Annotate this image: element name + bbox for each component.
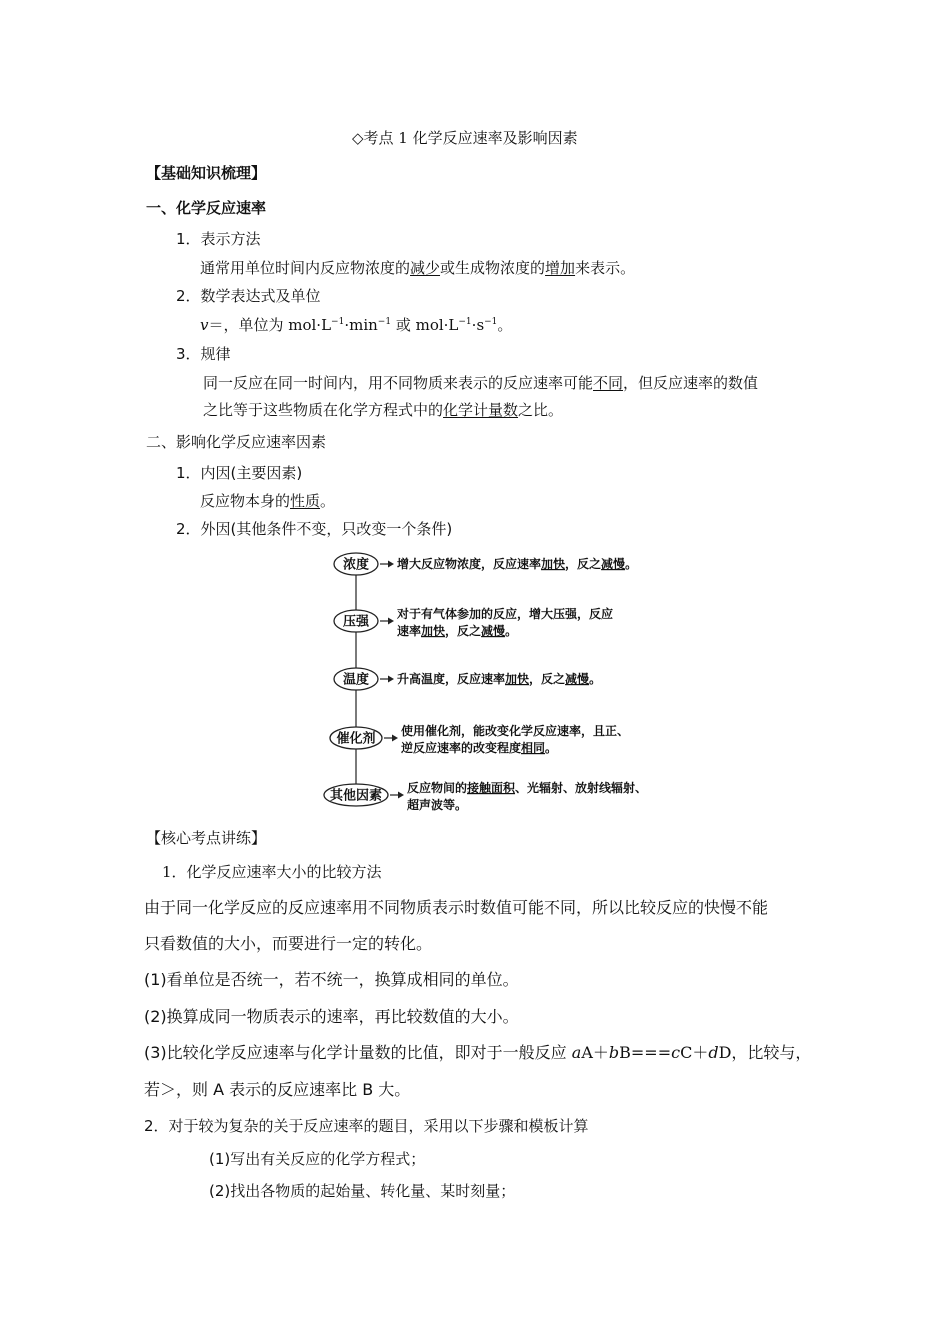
core-paragraph-5: (3)比较化学反应速率与化学计量数的比值，即对于一般反应 aA＋bB===cC＋dD，比较与， [144, 1043, 812, 1062]
factor-node-label: 催化剂 [336, 731, 376, 747]
part1-heading: 一、化学反应速率 [146, 199, 267, 217]
part2-heading: 二、影响化学反应速率因素 [146, 433, 327, 451]
part1-item3-line2: 之比等于这些物质在化学方程式中的化学计量数之比。 [203, 401, 564, 419]
factor-description: 增大反应物浓度，反应速率加快，反之减慢。 [397, 557, 638, 571]
factor-node-label: 温度 [342, 672, 370, 688]
factor-node-label: 浓度 [342, 557, 370, 573]
core-paragraph-6: 若＞，则 A 表示的反应速率比 B 大。 [144, 1080, 411, 1099]
section-core-heading: 【核心考点讲练】 [146, 829, 267, 847]
part1-item1-text: 通常用单位时间内反应物浓度的减少或生成物浓度的增加来表示。 [200, 259, 636, 277]
core-item1-label: 1．化学反应速率大小的比较方法 [162, 863, 382, 881]
part2-item1-text: 反应物本身的性质。 [200, 492, 336, 510]
factor-diagram [322, 548, 670, 818]
part1-item3-label: 3．规律 [176, 345, 231, 363]
answer-underline: 性质 [290, 492, 321, 510]
core-paragraph-3: (1)看单位是否统一，若不统一，换算成相同的单位。 [144, 970, 519, 989]
factor-description: 升高温度，反应速率加快，反之减慢。 [397, 672, 602, 686]
arrow-head-icon [388, 561, 394, 568]
part1-item1-label: 1．表示方法 [176, 230, 261, 248]
factor-description: 超声波等。 [407, 798, 468, 812]
factor-description: 反应物间的接触面积、光辐射、放射线辐射、 [407, 781, 648, 795]
part1-item3-line1: 同一反应在同一时间内，用不同物质来表示的反应速率可能不同，但反应速率的数值 [203, 374, 759, 392]
arrow-head-icon [392, 735, 398, 742]
answer-underline: 不同 [593, 374, 624, 392]
core-paragraph-4: (2)换算成同一物质表示的速率，再比较数值的大小。 [144, 1007, 519, 1026]
core-paragraph-2: 只看数值的大小，而要进行一定的转化。 [144, 934, 433, 953]
core-item2-label: 2．对于较为复杂的关于反应速率的题目，采用以下步骤和模板计算 [144, 1117, 589, 1135]
factor-description: 速率加快，反之减慢。 [397, 624, 518, 638]
factor-description: 逆反应速率的改变程度相同。 [401, 741, 558, 755]
section-basic-heading: 【基础知识梳理】 [146, 164, 267, 182]
part2-item1-label: 1．内因(主要因素) [176, 464, 303, 482]
core-paragraph-1: 由于同一化学反应的反应速率用不同物质表示时数值可能不同，所以比较反应的快慢不能 [144, 898, 769, 917]
arrow-head-icon [388, 618, 394, 625]
page-title: ◇考点 1 化学反应速率及影响因素 [352, 129, 578, 147]
rate-formula: v＝，单位为 $mol\cdot L^{-1}\cdot\min^{-1}$ 或 $mol\cdot L^{-1}\cdot s^{-1}$。 [200, 316, 513, 334]
part2-item2-label: 2．外因(其他条件不变，只改变一个条件) [176, 520, 453, 538]
factor-node-label: 压强 [342, 614, 370, 630]
arrow-head-icon [398, 792, 404, 799]
core-step-2: (2)找出各物质的起始量、转化量、某时刻量； [209, 1182, 516, 1200]
answer-underline: 增加 [545, 259, 576, 277]
part1-item2-label: 2．数学表达式及单位 [176, 287, 321, 305]
factor-description: 对于有气体参加的反应，增大压强，反应 [397, 607, 614, 621]
answer-underline: 化学计量数 [443, 401, 519, 419]
arrow-head-icon [388, 676, 394, 683]
core-step-1: (1)写出有关反应的化学方程式； [209, 1150, 426, 1168]
factor-description: 使用催化剂，能改变化学反应速率，且正、 [401, 724, 630, 738]
factor-node-label: 其他因素 [329, 788, 383, 804]
answer-underline: 减少 [410, 259, 441, 277]
